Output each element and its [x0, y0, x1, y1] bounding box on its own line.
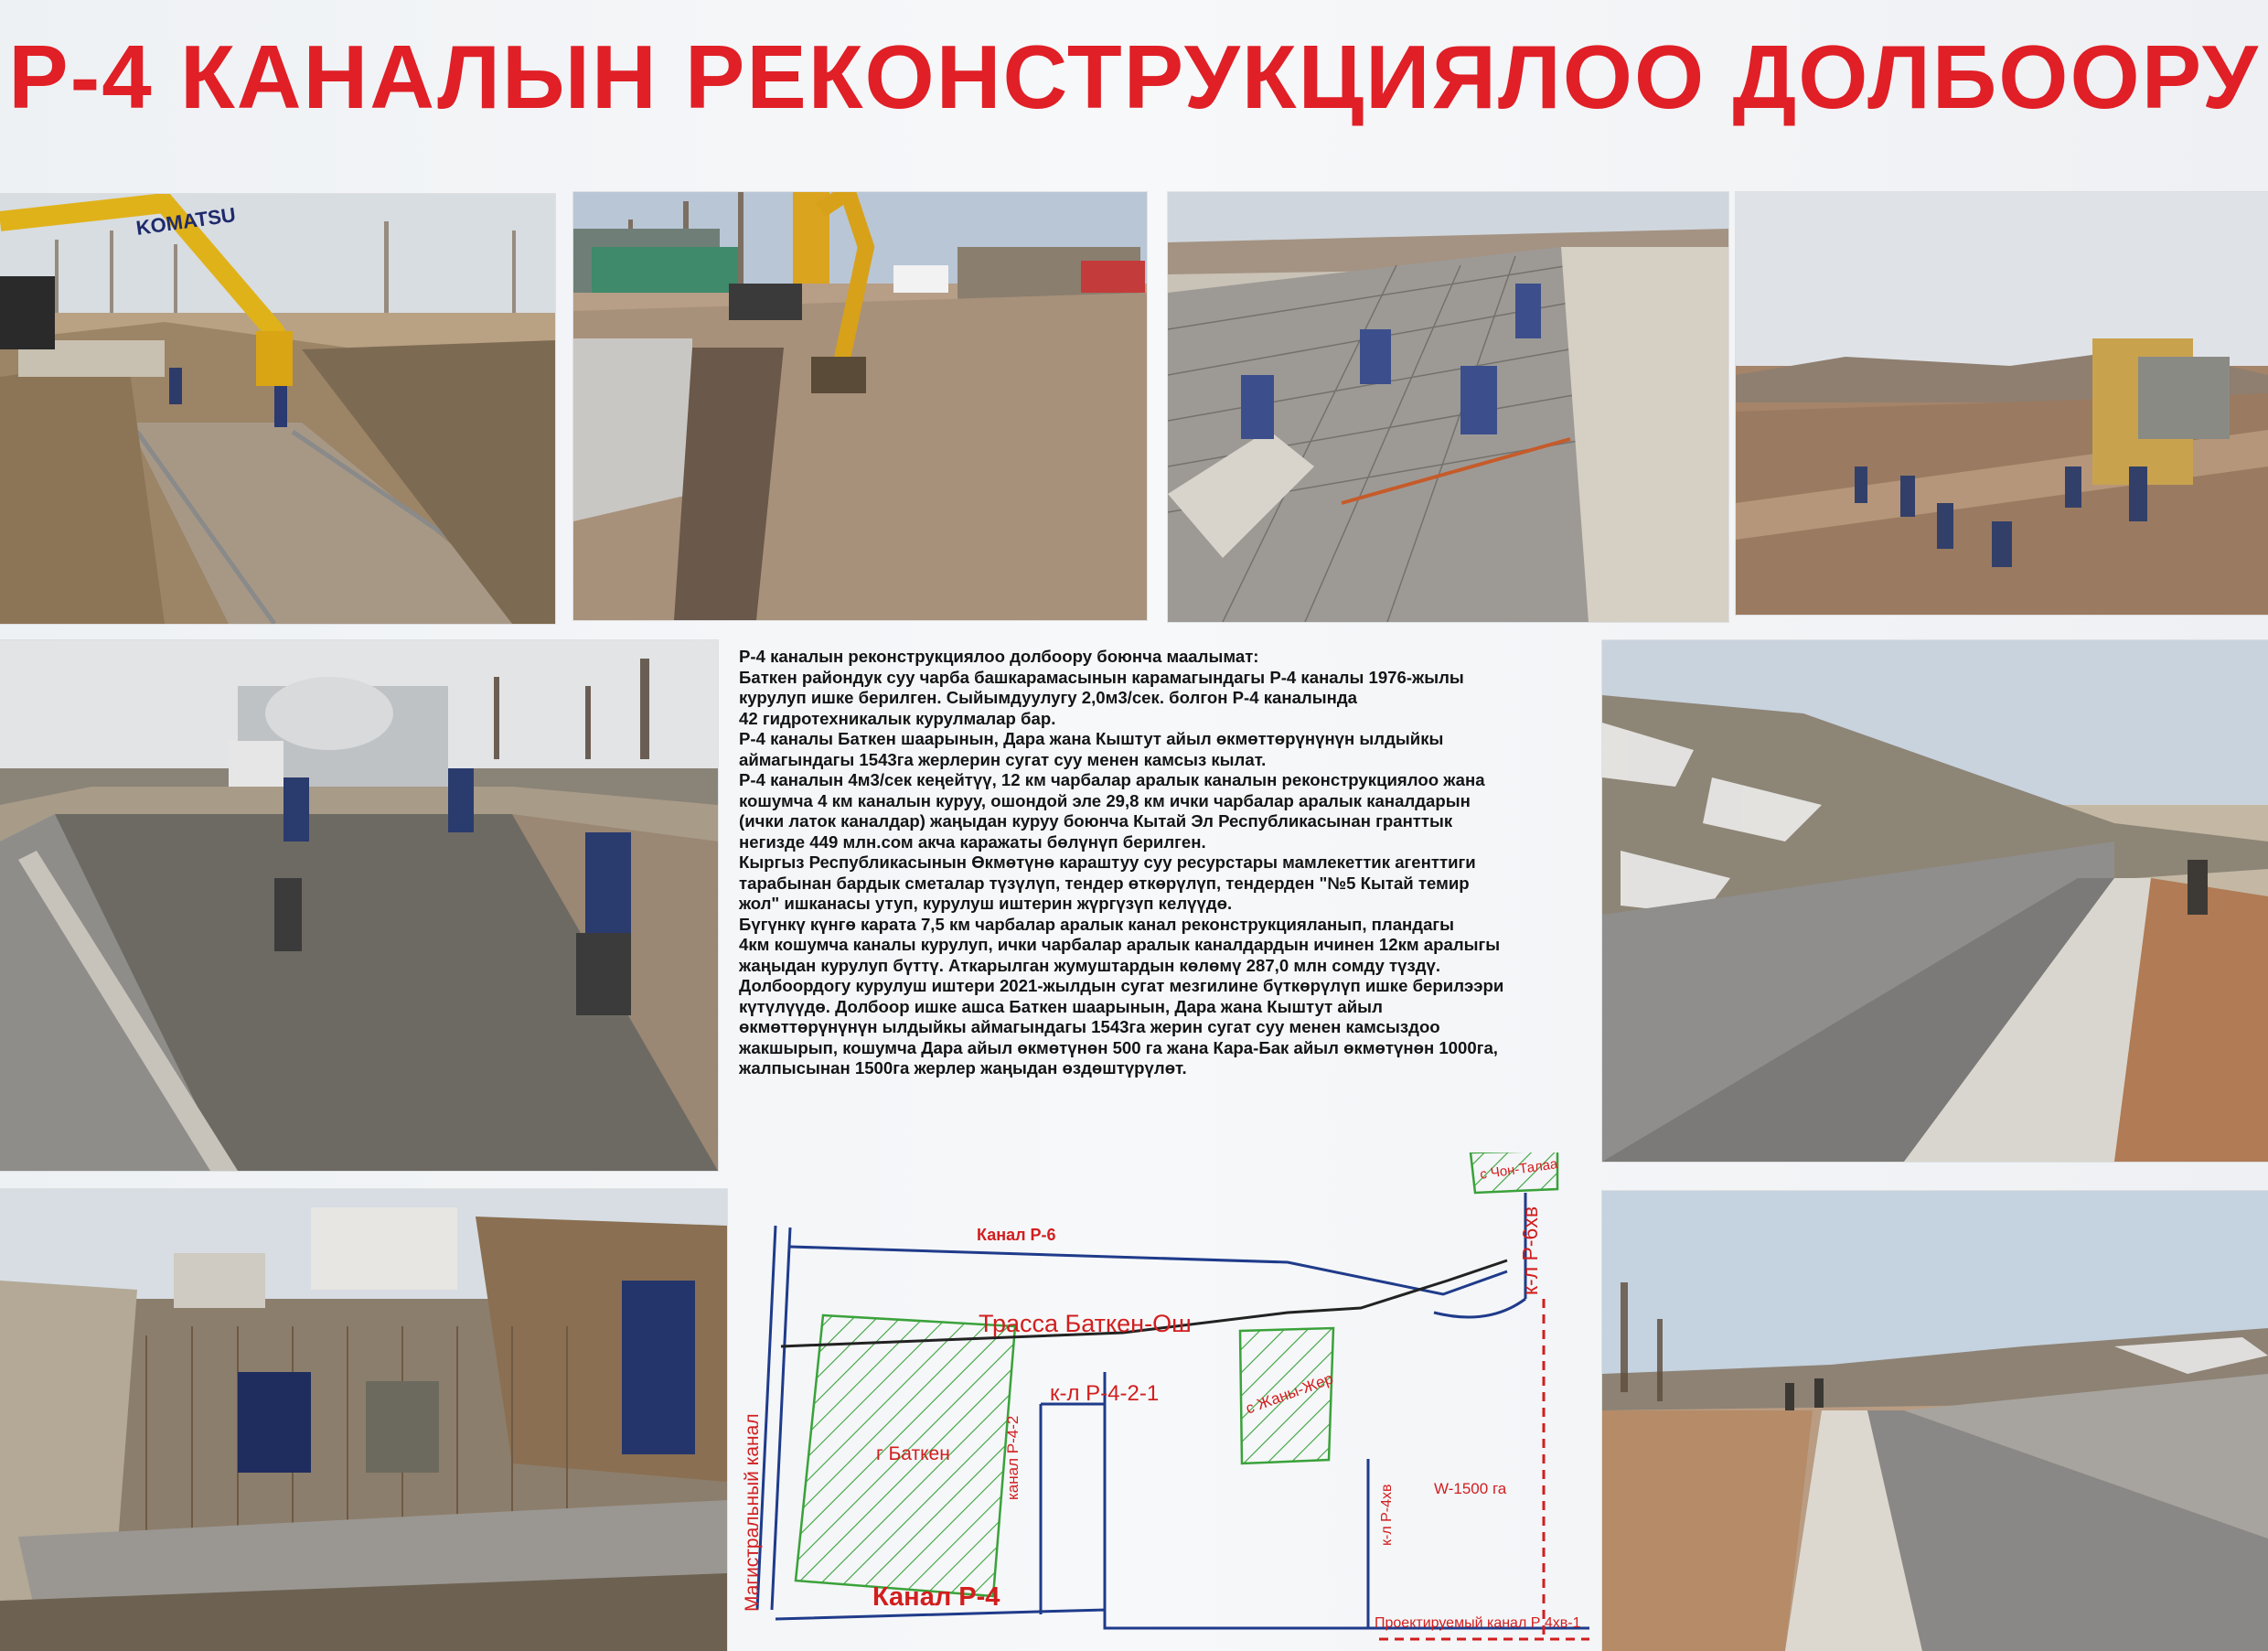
info-line: өкмөттөрүнүнүн ылдыйкы аймагындагы 1543га жерин сугат суу менен камсыздоо	[739, 1017, 1440, 1036]
photo-gravel-workers	[0, 640, 718, 1171]
map-label-s-chon-talaa: с Чон-Талаа	[1479, 1156, 1559, 1183]
map-label-kl-p6hv: к-л Р-6хв	[1518, 1206, 1542, 1295]
info-line: жол" ишканасы утуп, курулуш иштерин жүргүзүп келүүдө.	[739, 894, 1233, 913]
info-line: күтүлүүдө. Долбоор ишке ашса Баткен шаарынын, Дара жана Кыштут айыл	[739, 996, 1383, 1016]
map-label-kanal-p6: Канал Р-6	[977, 1226, 1056, 1244]
info-line: жакшырып, кошумча Дара айыл өкмөтүнөн 500 га жана Кара-Бак айыл өкмөтүнөн 1000га,	[739, 1037, 1498, 1057]
map-label-trassa: Трасса Баткен-Ош	[979, 1310, 1192, 1337]
info-line: Р-4 каналын реконструкциялоо долбоору боюнча маалымат:	[739, 647, 1259, 666]
excavator-brand: KOMATSU	[134, 202, 238, 240]
info-line: Р-4 каналын 4м3/сек кеңейтүү, 12 км чарбалар аралык каналын реконструкциялоо жана	[739, 770, 1485, 789]
info-line: тарабынан бардык сметалар түзүлүп, тендер өткөрүлүп, тендерден "№5 Кытай темир	[739, 873, 1470, 893]
info-line: Бүгүнкү күнгө карата 7,5 км чарбалар аралык канал реконструкцияланып, пландагы	[739, 914, 1455, 934]
map-label-s-zhany-zher: с Жаны-Жер	[1243, 1369, 1336, 1418]
photo-excavator-trench	[0, 194, 555, 624]
map-label-proekt: Проектируемый канал Р 4хв-1	[1375, 1615, 1581, 1631]
info-line: Р-4 каналы Баткен шаарынын, Дара жана Кыштут айыл өкмөттөрүнүнүн ылдыйкы	[739, 729, 1444, 748]
map-label-kl-p4hv: к-л Р-4хв	[1379, 1484, 1395, 1546]
map-label-w1500: W-1500 га	[1434, 1480, 1507, 1497]
photo-canal-road-walkers	[1602, 1191, 2268, 1651]
info-line: 42 гидротехникалык курулмалар бар.	[739, 708, 1056, 728]
photo-excavator-road	[573, 192, 1147, 620]
photo-concrete-mixer-field	[1736, 192, 2268, 615]
info-line: (ички латок каналдар) жаңыдан куруу боюнча Кытай Эл Республикасынан гранттык	[739, 811, 1453, 831]
map-label-kanal-p42: канал Р-4-2	[1004, 1415, 1022, 1500]
map-label-g-batken: г Баткен	[876, 1443, 950, 1464]
photo-rebar-workers	[0, 1189, 727, 1651]
info-line: 4км кошумча каналы курулуп, ички чарбалар аралык каналдардын ичинен 12км аралыгы	[739, 935, 1501, 954]
info-line: Кыргыз Республикасынын Өкмөтүнө караштуу суу ресурстары мамлекеттик агенттиги	[739, 852, 1476, 872]
canal-scheme-map	[739, 1152, 1589, 1646]
page-title: Р-4 КАНАЛЫН РЕКОНСТРУКЦИЯЛОО ДОЛБООРУ	[8, 27, 2260, 127]
map-label-kanal-p4: Канал Р-4	[872, 1582, 1000, 1612]
project-info-text	[739, 647, 1617, 1141]
info-line: курулуп ишке берилген. Сыйымдуулугу 2,0м3/сек. болгон Р-4 каналында	[739, 688, 1357, 707]
info-line: негизде 449 млн.сом акча каражаты бөлүнүп берилген.	[739, 831, 1206, 852]
info-line: жаңыдан курулуп бүттү. Аткарылган жумуштардын көлөмү 287,0 млн сомду түздү.	[739, 955, 1441, 975]
info-line: кошумча 4 км каналын куруу, ошондой эле 29,8 км ички чарбалар аралык каналдарын	[739, 790, 1471, 810]
info-line: Баткен райондук суу чарба башкарамасынын карамагындагы Р-4 каналы 1976-жылы	[739, 667, 1464, 687]
map-label-magistral: Магистральный канал	[742, 1413, 763, 1612]
info-line: аймагындагы 1543га жерлерин сугат суу менен камсыз кылат.	[739, 749, 1267, 769]
info-line: Долбоордогу курулуш иштери 2021-жылдын сугат мезгилине бүткөрүлүп ишке берилээри	[739, 976, 1504, 995]
photo-canal-snowy-hills	[1602, 640, 2268, 1162]
info-line: жалпысынан 1500га жерлер жаңыдан өздөштүрүлөт.	[739, 1058, 1187, 1077]
photo-workers-slope	[1168, 192, 1728, 622]
map-label-kl-p421: к-л Р-4-2-1	[1050, 1381, 1160, 1406]
